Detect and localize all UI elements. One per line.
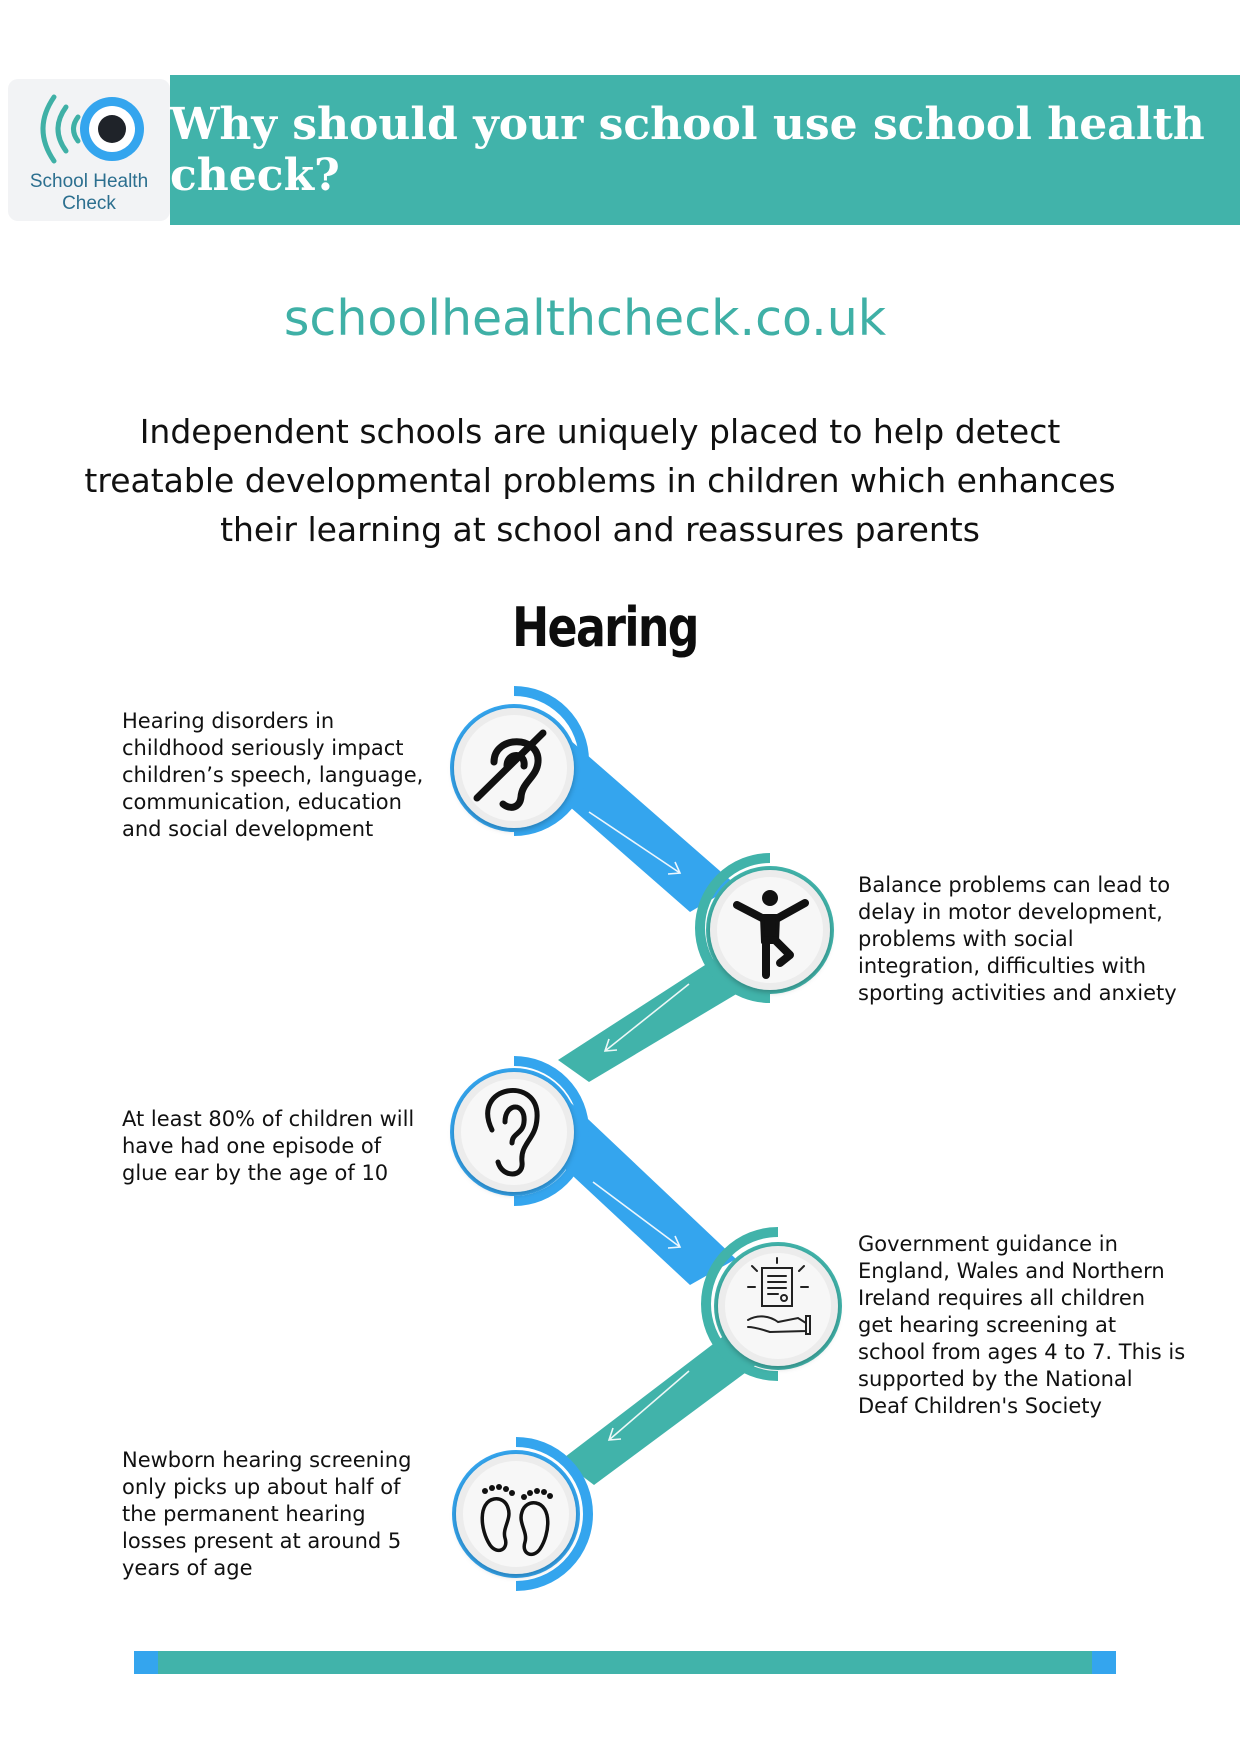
- fact-4-line: get hearing screening at: [858, 1313, 1117, 1337]
- fact-5-line: Newborn hearing screening: [122, 1448, 412, 1472]
- fact-5: [122, 1447, 411, 1582]
- page-title: Why should your school use school health check?: [170, 99, 1205, 201]
- website-url[interactable]: schoolhealthcheck.co.uk: [283, 290, 887, 347]
- fact-1-line: Hearing disorders in: [122, 709, 335, 733]
- fact-5-line: the permanent hearing: [122, 1502, 366, 1526]
- fact-1-line: children’s speech, language,: [122, 763, 424, 787]
- fact-3-line: At least 80% of children will: [122, 1107, 415, 1131]
- fact-1: [122, 708, 423, 843]
- node-4: [706, 1232, 842, 1376]
- fact-1-line: communication, education: [122, 790, 402, 814]
- footer-bar: [134, 1651, 1116, 1674]
- fact-2-line: Balance problems can lead to: [858, 873, 1171, 897]
- fact-2-line: integration, difficulties with: [858, 954, 1147, 978]
- fact-2: [858, 872, 1177, 1007]
- fact-2-line: problems with social: [858, 927, 1074, 951]
- fact-3-line: glue ear by the age of 10: [122, 1161, 389, 1185]
- footer-bar-left-cap: [134, 1651, 158, 1674]
- fact-4-line: Deaf Children's Society: [858, 1394, 1102, 1418]
- logo-text-line1: School Health: [29, 171, 149, 192]
- intro-line-2: treatable developmental problems in children which enhances: [84, 461, 1116, 500]
- fact-4-line: supported by the National: [858, 1367, 1133, 1391]
- intro-line-1: Independent schools are uniquely placed to help detect: [139, 412, 1061, 451]
- section-title: Hearing: [512, 596, 698, 659]
- node-5: [452, 1442, 588, 1586]
- fact-2-line: delay in motor development,: [858, 900, 1163, 924]
- fact-4: [858, 1231, 1185, 1420]
- footer-bar-right-cap: [1092, 1651, 1116, 1674]
- intro-line-3: their learning at school and reassures parents: [220, 510, 980, 549]
- fact-5-line: only picks up about half of: [122, 1475, 401, 1499]
- fact-4-line: England, Wales and Northern: [858, 1259, 1165, 1283]
- fact-4-line: school from ages 4 to 7. This is: [858, 1340, 1186, 1364]
- node-2: [700, 858, 834, 998]
- fact-2-line: sporting activities and anxiety: [858, 981, 1177, 1005]
- fact-1-line: and social development: [122, 817, 374, 841]
- fact-4-line: Government guidance in: [858, 1232, 1118, 1256]
- fact-5-line: years of age: [122, 1556, 253, 1580]
- logo-text-line2: Check: [62, 193, 116, 214]
- fact-5-line: losses present at around 5: [122, 1529, 402, 1553]
- fact-3: [122, 1106, 414, 1187]
- fact-1-line: childhood seriously impact: [122, 736, 404, 760]
- fact-3-line: have had one episode of: [122, 1134, 382, 1158]
- fact-4-line: Ireland requires all children: [858, 1286, 1146, 1310]
- node-1: [450, 691, 584, 832]
- node-3: [450, 1061, 584, 1201]
